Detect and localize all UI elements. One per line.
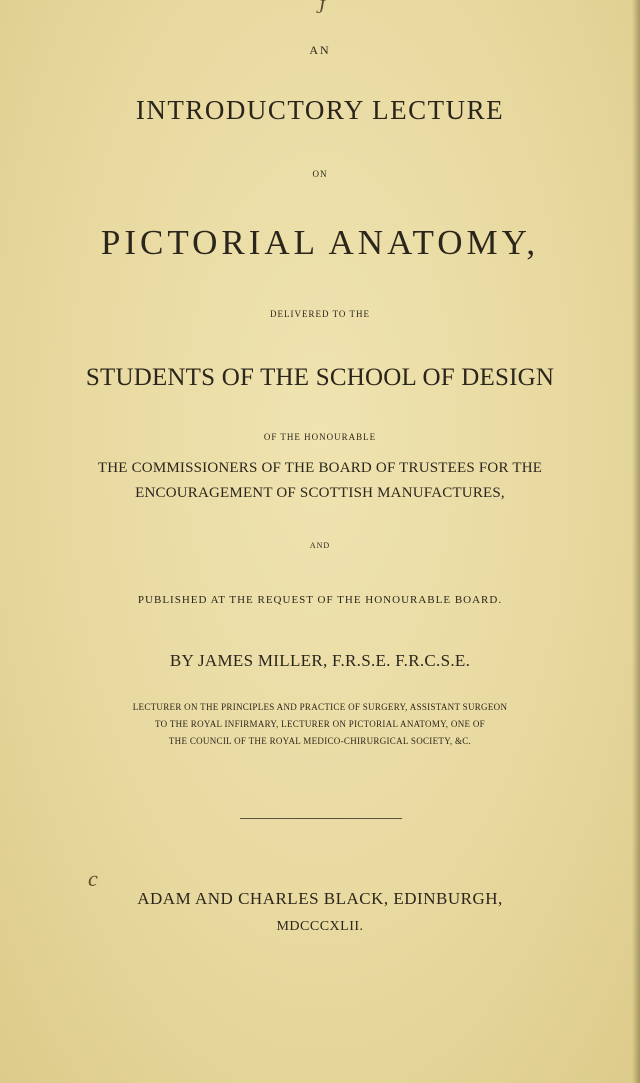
page-edge-shadow — [632, 0, 640, 1083]
published-line: PUBLISHED AT THE REQUEST OF THE HONOURABLE BOARD. — [137, 594, 503, 606]
year-line: MDCCCXLII. — [276, 919, 364, 934]
credentials-line-3: THE COUNCIL OF THE ROYAL MEDICO-CHIRURGICAL SOCIETY, &C. — [168, 736, 472, 746]
divider-rule — [240, 818, 402, 819]
title-line-2: PICTORIAL ANATOMY, — [100, 223, 540, 262]
author-line: BY JAMES MILLER, F.R.S.E. F.R.C.S.E. — [169, 651, 471, 670]
on-line: ON — [312, 169, 328, 179]
an-line: AN — [309, 43, 331, 57]
delivered-line: DELIVERED TO THE — [270, 309, 370, 319]
of-honourable-line: OF THE HONOURABLE — [263, 432, 377, 442]
title-line-1: INTRODUCTORY LECTURE — [135, 95, 505, 125]
publisher-line: ADAM AND CHARLES BLACK, EDINBURGH, — [137, 889, 503, 908]
commissioners-line: THE COMMISSIONERS OF THE BOARD OF TRUSTEES FOR THE — [97, 460, 543, 476]
pencil-mark-top: J — [316, 0, 325, 18]
students-line: STUDENTS OF THE SCHOOL OF DESIGN — [85, 364, 555, 391]
encouragement-line: ENCOURAGEMENT OF SCOTTISH MANUFACTURES, — [135, 485, 505, 501]
credentials-line-1: LECTURER ON THE PRINCIPLES AND PRACTICE OF SURGERY, ASSISTANT SURGEON — [132, 702, 508, 712]
pencil-mark-publisher: c — [88, 866, 98, 891]
credentials-line-2: TO THE ROYAL INFIRMARY, LECTURER ON PICTORIAL ANATOMY, ONE OF — [155, 719, 485, 729]
and-line: AND — [309, 541, 331, 550]
